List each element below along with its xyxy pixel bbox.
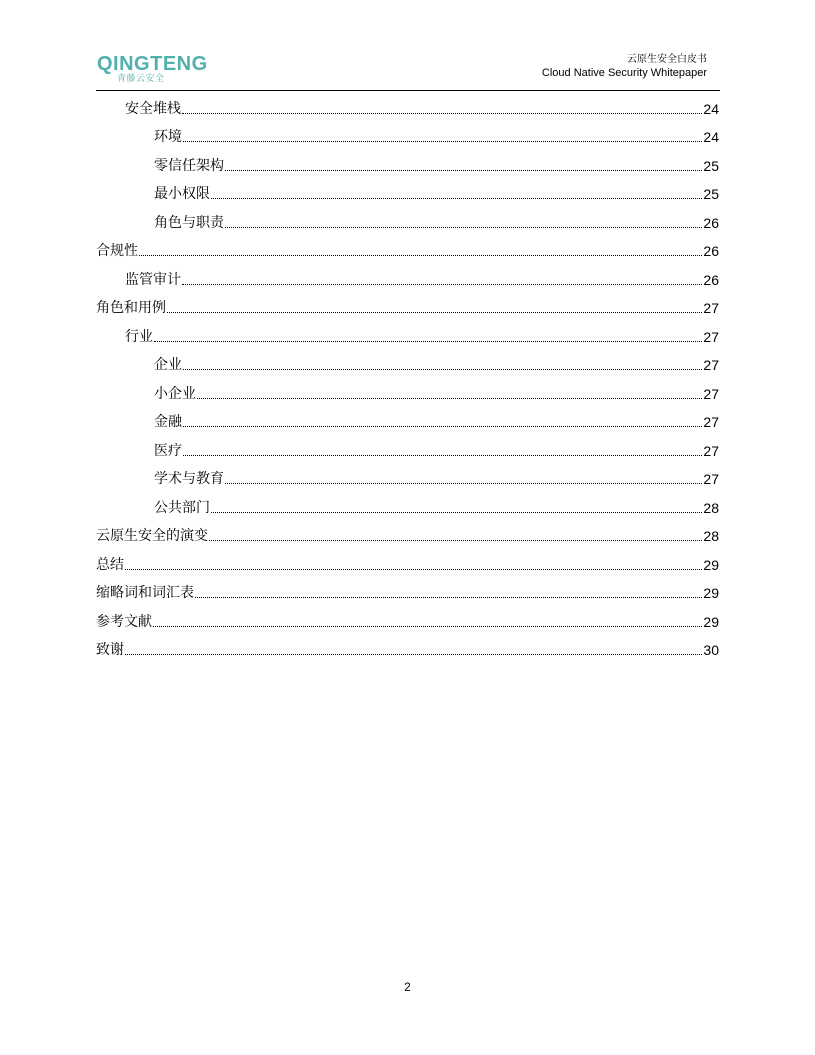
toc-entry-title: 行业 bbox=[125, 328, 153, 345]
header-title-en: Cloud Native Security Whitepaper bbox=[541, 67, 707, 79]
toc-entry[interactable] bbox=[96, 349, 719, 378]
toc-entry-page: 27 bbox=[703, 357, 719, 373]
toc-entry-title: 学术与教育 bbox=[154, 471, 224, 487]
toc-entry[interactable] bbox=[96, 377, 719, 406]
toc-entry-page: 25 bbox=[703, 186, 719, 202]
toc-dot-leader bbox=[211, 511, 702, 513]
toc-entry-title: 监管审计 bbox=[125, 271, 181, 288]
toc-entry-page: 27 bbox=[703, 385, 719, 402]
header-title-cn: 云原生安全白皮书 bbox=[627, 54, 707, 65]
toc-entry[interactable] bbox=[96, 320, 719, 349]
toc-entry-title: 角色和用例 bbox=[96, 300, 166, 316]
toc-entry[interactable] bbox=[96, 406, 719, 435]
toc-entry-page: 29 bbox=[703, 556, 719, 573]
toc-dot-leader bbox=[182, 283, 702, 285]
toc-entry-page: 25 bbox=[703, 157, 719, 174]
toc-dot-leader bbox=[167, 311, 702, 313]
toc-dot-leader bbox=[225, 482, 702, 484]
toc-dot-leader bbox=[125, 568, 702, 570]
toc-entry-title: 云原生安全的演变 bbox=[96, 528, 208, 544]
toc-dot-leader bbox=[154, 340, 702, 342]
toc-entry-page: 26 bbox=[703, 243, 719, 259]
toc-entry[interactable] bbox=[96, 605, 719, 634]
toc-dot-leader bbox=[183, 454, 702, 456]
toc-entry[interactable] bbox=[96, 178, 719, 207]
toc-entry-title: 参考文献 bbox=[96, 613, 152, 630]
toc-entry-title: 安全堆栈 bbox=[125, 100, 181, 117]
toc-dot-leader bbox=[153, 625, 702, 627]
table-of-contents bbox=[96, 92, 719, 662]
toc-entry-page: 27 bbox=[703, 471, 719, 487]
toc-entry-title: 缩略词和词汇表 bbox=[96, 585, 194, 601]
toc-entry-title: 总结 bbox=[96, 556, 124, 573]
toc-entry[interactable] bbox=[96, 577, 719, 606]
toc-entry[interactable] bbox=[96, 263, 719, 292]
toc-dot-leader bbox=[182, 112, 702, 114]
toc-entry-title: 医疗 bbox=[154, 442, 182, 459]
toc-dot-leader bbox=[225, 169, 702, 171]
toc-entry-page: 26 bbox=[703, 271, 719, 288]
toc-entry[interactable] bbox=[96, 235, 719, 264]
toc-entry-page: 27 bbox=[703, 442, 719, 459]
toc-entry-title: 最小权限 bbox=[154, 186, 210, 202]
toc-dot-leader bbox=[183, 140, 702, 142]
toc-entry-title: 角色与职责 bbox=[154, 214, 224, 231]
header-divider bbox=[96, 90, 720, 91]
toc-dot-leader bbox=[139, 254, 702, 256]
logo-wordmark: QINGTENG bbox=[97, 53, 208, 75]
toc-entry-title: 企业 bbox=[154, 357, 182, 373]
toc-dot-leader bbox=[183, 425, 702, 427]
toc-entry[interactable] bbox=[96, 121, 719, 150]
page-number: 2 bbox=[404, 980, 411, 994]
toc-entry-title: 小企业 bbox=[154, 385, 196, 402]
toc-entry[interactable] bbox=[96, 634, 719, 663]
toc-entry-title: 零信任架构 bbox=[154, 157, 224, 174]
toc-dot-leader bbox=[197, 397, 702, 399]
toc-dot-leader bbox=[183, 368, 702, 370]
toc-entry-page: 27 bbox=[703, 328, 719, 345]
toc-entry-page: 24 bbox=[703, 129, 719, 145]
toc-entry[interactable] bbox=[96, 548, 719, 577]
toc-entry-title: 公共部门 bbox=[154, 499, 210, 516]
toc-dot-leader bbox=[125, 653, 702, 655]
toc-entry-title: 致谢 bbox=[96, 642, 124, 658]
document-header bbox=[542, 53, 707, 81]
toc-entry-page: 29 bbox=[703, 613, 719, 630]
toc-entry[interactable] bbox=[96, 463, 719, 492]
toc-entry-title: 金融 bbox=[154, 414, 182, 430]
toc-entry-page: 27 bbox=[703, 300, 719, 316]
toc-dot-leader bbox=[211, 197, 702, 199]
toc-entry-title: 合规性 bbox=[96, 243, 138, 259]
toc-entry[interactable] bbox=[96, 520, 719, 549]
toc-entry[interactable] bbox=[96, 92, 719, 121]
toc-entry-page: 24 bbox=[703, 100, 719, 117]
toc-entry[interactable] bbox=[96, 206, 719, 235]
toc-entry-page: 30 bbox=[703, 642, 719, 658]
toc-entry[interactable] bbox=[96, 491, 719, 520]
toc-entry[interactable] bbox=[96, 292, 719, 321]
toc-dot-leader bbox=[209, 539, 702, 541]
qingteng-logo bbox=[97, 53, 208, 85]
toc-dot-leader bbox=[195, 596, 702, 598]
toc-entry-page: 28 bbox=[703, 499, 719, 516]
logo-subtext: 青藤云安全 bbox=[117, 74, 165, 84]
toc-entry-page: 26 bbox=[703, 214, 719, 231]
toc-entry[interactable] bbox=[96, 434, 719, 463]
toc-entry-page: 27 bbox=[703, 414, 719, 430]
toc-dot-leader bbox=[225, 226, 702, 228]
toc-entry-page: 29 bbox=[703, 585, 719, 601]
toc-entry-title: 环境 bbox=[154, 129, 182, 145]
toc-entry[interactable] bbox=[96, 149, 719, 178]
toc-entry-page: 28 bbox=[703, 528, 719, 544]
